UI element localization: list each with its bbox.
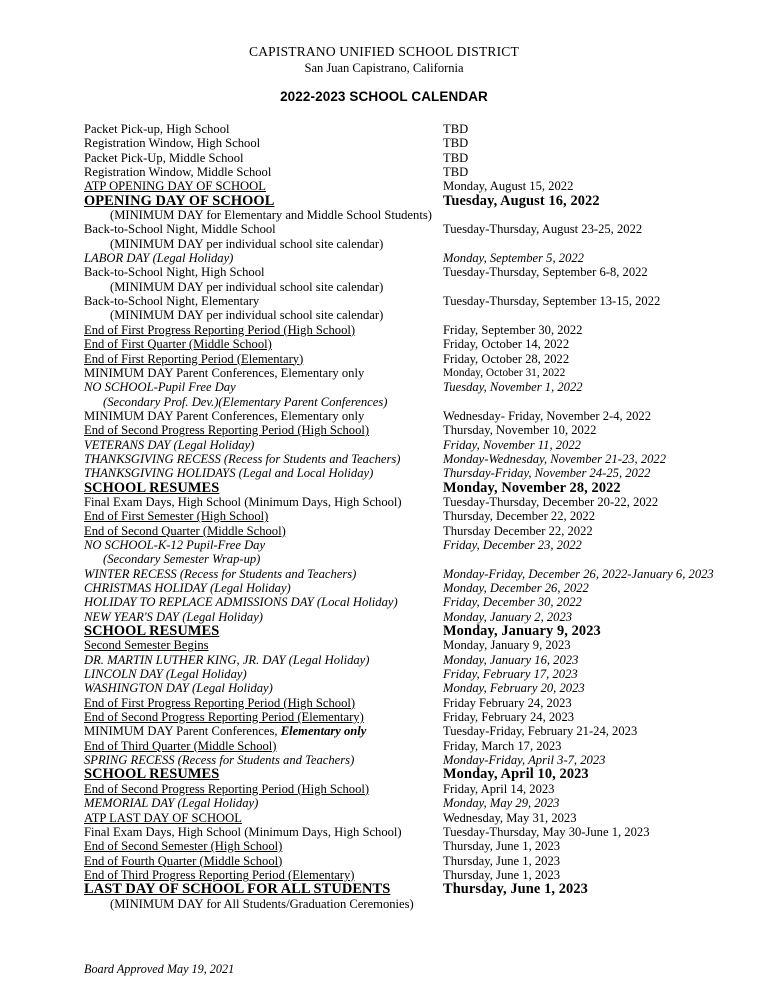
event-label: (MINIMUM DAY per individual school site calendar) [110, 236, 384, 251]
event-label: (MINIMUM DAY per individual school site calendar) [110, 279, 384, 294]
event-label: ATP OPENING DAY OF SCHOOL [84, 179, 266, 194]
event-label: Packet Pick-up, High School [84, 122, 230, 136]
calendar-row [84, 151, 724, 165]
document-header [0, 0, 768, 104]
event-date: TBD [443, 136, 469, 151]
event-label: End of First Progress Reporting Period (High School) [84, 322, 356, 337]
calendar-row-holiday [84, 251, 724, 265]
event-date: Monday, September 5, 2022 [443, 251, 584, 266]
event-date: Tuesday-Thursday, May 30-June 1, 2023 [443, 824, 650, 839]
calendar-row [84, 323, 724, 337]
calendar-row [84, 782, 724, 796]
event-label: MINIMUM DAY Parent Conferences, Elementary only [84, 724, 367, 739]
event-label: WASHINGTON DAY (Legal Holiday) [84, 681, 273, 696]
event-date: Friday, September 30, 2022 [443, 322, 583, 337]
calendar-row-note [84, 208, 724, 222]
calendar-row-opening-day [84, 194, 724, 208]
event-label: THANKSGIVING HOLIDAYS (Legal and Local Holiday) [84, 466, 374, 481]
calendar-row-holiday [84, 681, 724, 695]
event-label: (Secondary Semester Wrap-up) [103, 552, 261, 567]
calendar-row [84, 423, 724, 437]
calendar-row-note [84, 308, 724, 322]
calendar-row [84, 352, 724, 366]
event-label: Registration Window, Middle School [84, 165, 272, 180]
calendar-row [84, 337, 724, 351]
event-label: Back-to-School Night, High School [84, 265, 265, 280]
calendar-row [84, 509, 724, 523]
calendar-row [84, 409, 724, 423]
event-label: End of First Reporting Period (Elementary) [84, 351, 304, 366]
calendar-row-holiday [84, 610, 724, 624]
event-date: Monday, November 28, 2022 [443, 479, 621, 496]
event-label: End of First Progress Reporting Period (High School) [84, 695, 356, 710]
calendar-row [84, 825, 724, 839]
event-label: NEW YEAR'S DAY (Legal Holiday) [84, 609, 263, 624]
event-date: Tuesday, November 1, 2022 [443, 380, 583, 395]
event-label: End of Second Progress Reporting Period (Elementary) [84, 710, 364, 725]
calendar-row-holiday [84, 753, 724, 767]
event-date: TBD [443, 150, 469, 165]
calendar-row [84, 179, 724, 193]
event-date: Monday, October 31, 2022 [443, 366, 566, 379]
calendar-row-holiday [84, 380, 724, 394]
calendar-row [84, 854, 724, 868]
event-date: Monday-Wednesday, November 21-23, 2022 [443, 451, 667, 466]
event-label: SCHOOL RESUMES [84, 623, 220, 640]
event-label: OPENING DAY OF SCHOOL [84, 192, 275, 209]
event-label: Registration Window, High School [84, 136, 261, 151]
event-label: (Secondary Prof. Dev.)(Elementary Parent Conferences) [103, 394, 388, 409]
event-label: CHRISTMAS HOLIDAY (Legal Holiday) [84, 581, 291, 595]
event-date: Monday, February 20, 2023 [443, 681, 585, 696]
event-date: Monday, April 10, 2023 [443, 766, 589, 783]
calendar-row [84, 696, 724, 710]
event-label: THANKSGIVING RECESS (Recess for Students and Teachers) [84, 451, 401, 466]
event-date: Monday-Friday, April 3-7, 2023 [443, 753, 606, 768]
calendar-row-school-resumes [84, 481, 724, 495]
calendar-row [84, 524, 724, 538]
calendar-row-holiday [84, 595, 724, 609]
event-date: Thursday, June 1, 2023 [443, 881, 588, 898]
calendar-row [84, 839, 724, 853]
event-label: VETERANS DAY (Legal Holiday) [84, 437, 255, 452]
event-label: Final Exam Days, High School (Minimum Days, High School) [84, 494, 402, 509]
event-label: Back-to-School Night, Elementary [84, 294, 260, 309]
calendar-row-note [84, 237, 724, 251]
calendar-row [84, 638, 724, 652]
page-title: 2022-2023 SCHOOL CALENDAR [280, 89, 488, 104]
event-date: Friday, December 23, 2022 [443, 537, 582, 552]
event-date: Monday-Friday, December 26, 2022-January 6, 2023 [443, 566, 714, 581]
event-date: Tuesday-Friday, February 21-24, 2023 [443, 724, 638, 739]
calendar-row-holiday [84, 653, 724, 667]
event-label: (MINIMUM DAY for Elementary and Middle School Students) [110, 208, 432, 223]
calendar-row-holiday [84, 452, 724, 466]
calendar-row-note [84, 395, 724, 409]
event-label: LABOR DAY (Legal Holiday) [84, 251, 234, 266]
board-approval-footer: Board Approved May 19, 2021 [84, 962, 235, 976]
calendar-row [84, 165, 724, 179]
calendar-row-holiday [84, 667, 724, 681]
event-date: Friday, April 14, 2023 [443, 781, 555, 796]
event-label: End of Second Semester (High School) [84, 839, 283, 854]
calendar-row [84, 222, 724, 236]
event-label: End of Second Progress Reporting Period (High School) [84, 423, 370, 438]
event-date: Monday, May 29, 2023 [443, 796, 560, 811]
district-name: CAPISTRANO UNIFIED SCHOOL DISTRICT [249, 44, 519, 59]
event-date: Friday, October 28, 2022 [443, 351, 570, 366]
event-date: Thursday-Friday, November 24-25, 2022 [443, 466, 651, 481]
event-label: HOLIDAY TO REPLACE ADMISSIONS DAY (Local Holiday) [84, 595, 398, 610]
event-date: Monday, December 26, 2022 [443, 581, 589, 595]
event-label: SPRING RECESS (Recess for Students and Teachers) [84, 753, 355, 768]
event-date: Tuesday, August 16, 2022 [443, 192, 600, 209]
event-date: Friday, November 11, 2022 [443, 437, 581, 452]
event-date: Thursday, December 22, 2022 [443, 509, 596, 524]
event-date: Monday, January 9, 2023 [443, 623, 601, 640]
calendar-row-holiday [84, 438, 724, 452]
calendar-rows [84, 122, 724, 911]
event-date: Friday, February 24, 2023 [443, 710, 575, 725]
event-label: Back-to-School Night, Middle School [84, 222, 276, 237]
calendar-row [84, 710, 724, 724]
event-label: NO SCHOOL-Pupil Free Day [84, 380, 236, 395]
event-date: Friday, February 17, 2023 [443, 667, 578, 682]
calendar-row-holiday [84, 538, 724, 552]
event-label: End of Third Quarter (Middle School) [84, 738, 277, 753]
event-label: End of First Semester (High School) [84, 509, 269, 524]
calendar-row-holiday [84, 466, 724, 480]
calendar-row [84, 811, 724, 825]
event-date: Monday, January 2, 2023 [443, 609, 573, 624]
calendar-row [84, 122, 724, 136]
district-city: San Juan Capistrano, California [304, 61, 464, 75]
calendar-row [84, 739, 724, 753]
calendar-row-holiday [84, 581, 724, 595]
event-label: LAST DAY OF SCHOOL FOR ALL STUDENTS [84, 881, 391, 898]
event-label: (MINIMUM DAY for All Students/Graduation Ceremonies) [110, 896, 414, 911]
calendar-row-school-resumes [84, 767, 724, 781]
event-label: SCHOOL RESUMES [84, 766, 220, 783]
event-date: Tuesday-Thursday, August 23-25, 2022 [443, 222, 643, 237]
event-date: Monday, January 16, 2023 [443, 652, 579, 667]
calendar-row [84, 136, 724, 150]
event-date: Wednesday- Friday, November 2-4, 2022 [443, 408, 652, 423]
event-label: Final Exam Days, High School (Minimum Days, High School) [84, 824, 402, 839]
event-label: MINIMUM DAY Parent Conferences, Elementary only [84, 365, 365, 380]
event-label: ATP LAST DAY OF SCHOOL [84, 810, 242, 825]
calendar-row-school-resumes [84, 624, 724, 638]
event-date: Friday February 24, 2023 [443, 695, 572, 710]
event-date: Thursday, November 10, 2022 [443, 423, 597, 438]
event-label: End of First Quarter (Middle School) [84, 337, 272, 352]
calendar-row-note [84, 552, 724, 566]
event-date: Monday, January 9, 2023 [443, 638, 571, 653]
event-date: Thursday, June 1, 2023 [443, 853, 561, 868]
event-label: End of Second Progress Reporting Period (High School) [84, 781, 370, 796]
event-label: LINCOLN DAY (Legal Holiday) [84, 667, 247, 682]
calendar-row [84, 366, 724, 380]
calendar-row [84, 265, 724, 279]
event-date: Thursday, June 1, 2023 [443, 867, 561, 882]
calendar-row [84, 294, 724, 308]
event-date: Friday, March 17, 2023 [443, 738, 562, 753]
event-date: Friday, October 14, 2022 [443, 337, 570, 352]
event-date: Thursday December 22, 2022 [443, 523, 593, 538]
event-label: DR. MARTIN LUTHER KING, JR. DAY (Legal Holiday) [84, 652, 370, 667]
event-date: Friday, December 30, 2022 [443, 595, 582, 610]
event-date: TBD [443, 165, 469, 180]
calendar-row-parent-conferences [84, 724, 724, 738]
event-date: Wednesday, May 31, 2023 [443, 810, 577, 825]
event-date: Monday, August 15, 2022 [443, 179, 574, 194]
event-label: End of Third Progress Reporting Period (Elementary) [84, 867, 355, 882]
calendar-row-last-day [84, 882, 724, 896]
event-label: MINIMUM DAY Parent Conferences, Elementary only [84, 408, 365, 423]
calendar-row-holiday [84, 796, 724, 810]
event-date: Tuesday-Thursday, December 20-22, 2022 [443, 494, 659, 509]
event-label: NO SCHOOL-K-12 Pupil-Free Day [84, 537, 266, 552]
calendar-row-note [84, 280, 724, 294]
calendar-row-note [84, 897, 724, 911]
event-label: WINTER RECESS (Recess for Students and Teachers) [84, 566, 357, 581]
event-label: End of Second Quarter (Middle School) [84, 523, 286, 538]
calendar-row [84, 868, 724, 882]
calendar-row [84, 495, 724, 509]
event-date: TBD [443, 122, 469, 136]
event-label: SCHOOL RESUMES [84, 479, 220, 496]
event-label: Packet Pick-Up, Middle School [84, 150, 244, 165]
emphasis-elementary-only: Elementary only [280, 724, 367, 739]
event-label: End of Fourth Quarter (Middle School) [84, 853, 283, 868]
event-date: Thursday, June 1, 2023 [443, 839, 561, 854]
calendar-row-holiday [84, 567, 724, 581]
event-date: Tuesday-Thursday, September 6-8, 2022 [443, 265, 648, 280]
event-date: Tuesday-Thursday, September 13-15, 2022 [443, 294, 661, 309]
event-label: Second Semester Begins [84, 638, 209, 653]
event-label: MEMORIAL DAY (Legal Holiday) [84, 796, 259, 811]
event-label: (MINIMUM DAY per individual school site calendar) [110, 308, 384, 323]
